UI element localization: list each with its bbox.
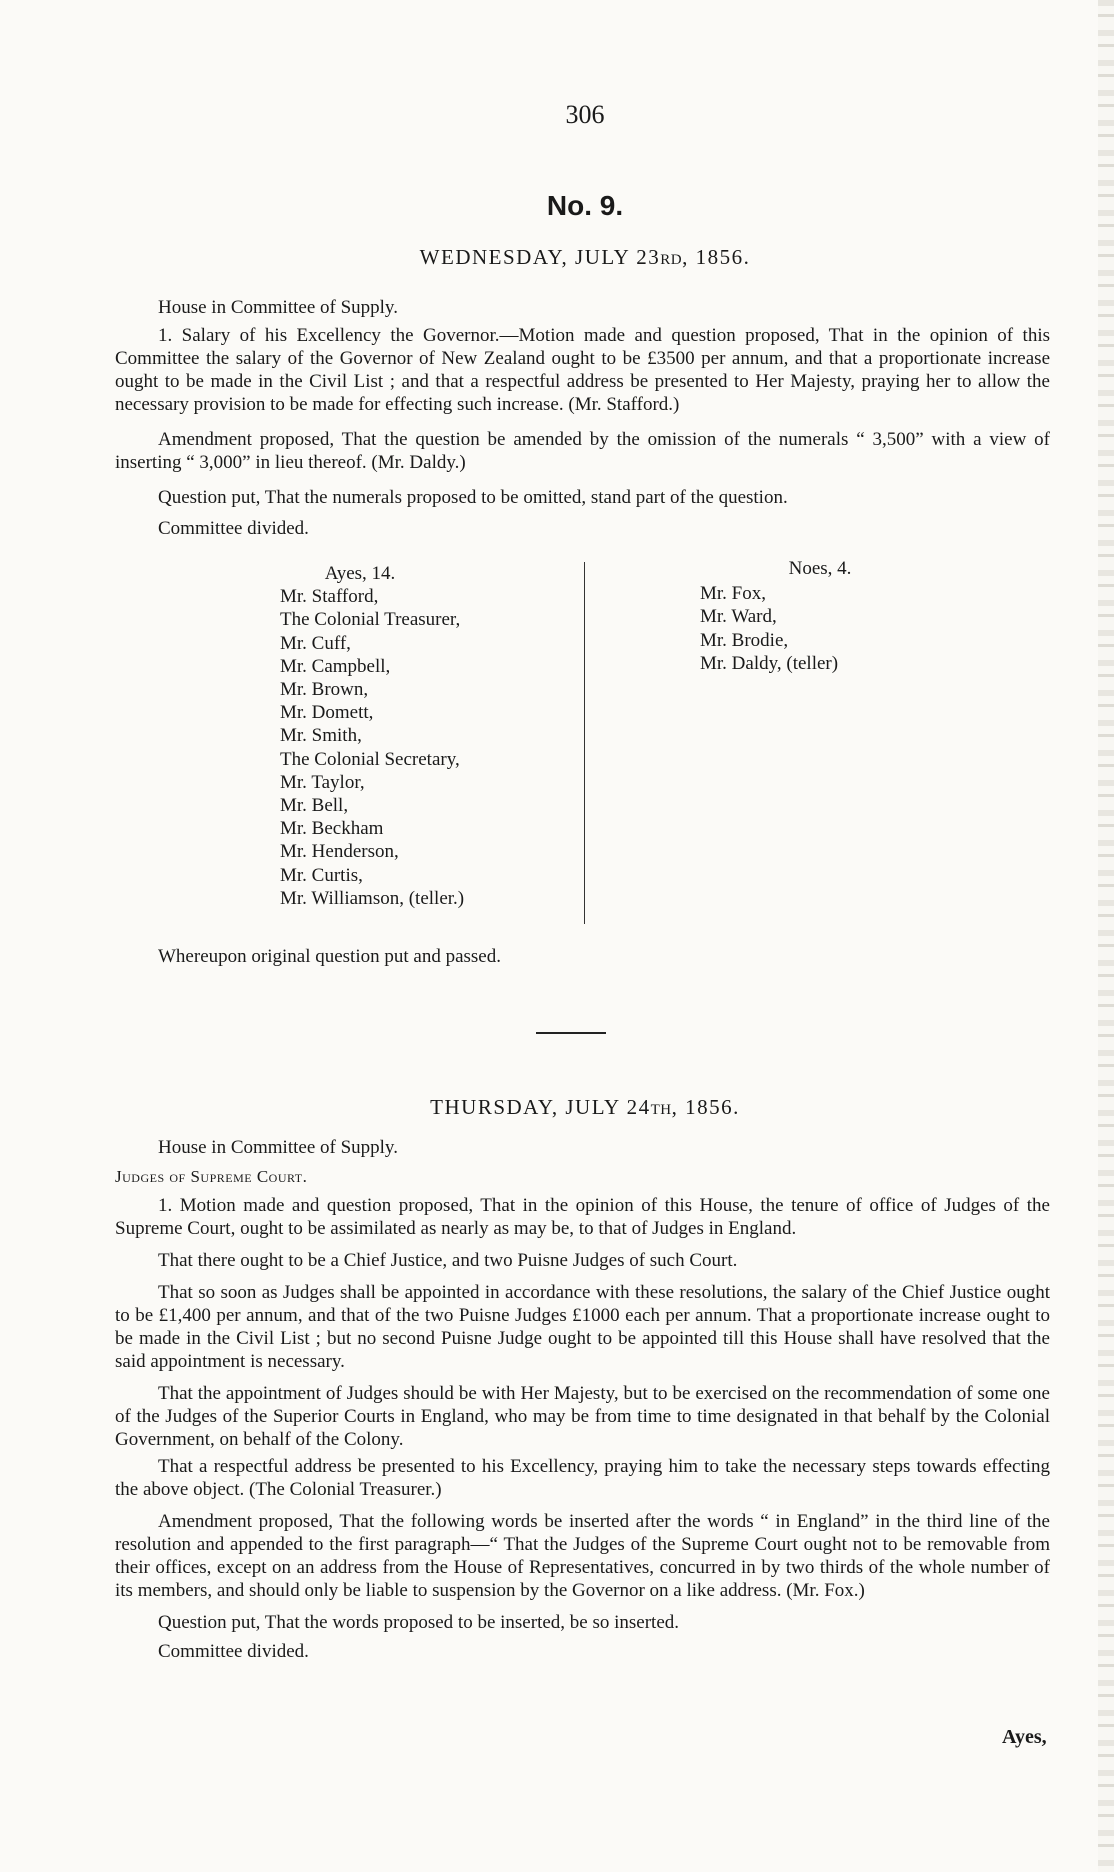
noe-member: Mr. Ward, xyxy=(700,606,777,628)
section-wednesday-body xyxy=(115,296,1050,540)
date-heading-wednesday xyxy=(0,245,1114,270)
motion-paragraph: 1. Motion made and question proposed, That in the opinion of this House, the tenure of office of Judges of the Supreme Court, ought to be assimilated as nearly as may be, to that of Judges in England. xyxy=(115,1195,1050,1239)
amendment-paragraph: Amendment proposed, That the question be amended by the omission of the numerals “ 3,500” with a view of inserting “ 3,000” in lieu thereof. (Mr. Daldy.) xyxy=(115,429,1050,473)
noe-member: Mr. Fox, xyxy=(700,583,766,605)
result-block xyxy=(115,945,1050,968)
aye-member: Mr. Stafford, xyxy=(280,586,379,608)
aye-member: Mr. Henderson, xyxy=(280,841,399,863)
divided-line: Committee divided. xyxy=(158,1641,309,1662)
page-edge-binding xyxy=(1098,0,1114,1872)
ayes-list xyxy=(280,585,580,910)
date-suffix: TH xyxy=(650,1102,672,1118)
aye-member: Mr. Bell, xyxy=(280,795,349,817)
ayes-column xyxy=(280,562,580,910)
aye-member: The Colonial Treasurer, xyxy=(280,609,461,631)
date-year: , 1856. xyxy=(671,1095,740,1119)
division-separator xyxy=(584,562,585,924)
date-heading-thursday xyxy=(0,1095,1114,1120)
catchword: Ayes, xyxy=(1002,1726,1047,1748)
ayes-heading: Ayes, 14. xyxy=(324,563,396,584)
aye-member: Mr. Cuff, xyxy=(280,632,351,654)
date-main: WEDNESDAY, JULY 23 xyxy=(419,245,661,269)
date-year: , 1856. xyxy=(682,245,751,269)
question-line: Question put, That the numerals proposed to be omitted, stand part of the question. xyxy=(158,487,788,508)
aye-member: Mr. Smith, xyxy=(280,725,362,747)
noes-column xyxy=(700,557,960,675)
aye-member: Mr. Domett, xyxy=(280,702,374,724)
subject-heading: Judges of Supreme Court. xyxy=(115,1167,308,1186)
appointment-paragraph: That the appointment of Judges should be with Her Majesty, but to be exercised on the recommendation of some one of the Judges of the Superior Courts in England, who may be from time to time designated in that behalf by the Colonial Government, on behalf of the Colony. xyxy=(115,1383,1050,1450)
amendment-paragraph: Amendment proposed, That the following words be inserted after the words “ in England” in the third line of the resolution and appended to the first paragraph—“ That the Judges of the Supreme Court ought not to be removable from their offices, except on an address from the House of Representatives, concurred in by two thirds of the whole number of its members, and should only be liable to suspension by the Governor on a like address. (Mr. Fox.) xyxy=(115,1511,1050,1601)
noes-heading: Noes, 4. xyxy=(788,558,852,579)
address-paragraph: That a respectful address be presented to his Excellency, praying him to take the necessary steps towards effecting the above object. (The Colonial Treasurer.) xyxy=(115,1456,1050,1500)
house-line: House in Committee of Supply. xyxy=(158,1137,398,1158)
noes-list xyxy=(700,582,960,675)
date-suffix: RD xyxy=(660,252,683,268)
aye-member: Mr. Beckham xyxy=(280,818,384,840)
aye-member: Mr. Taylor, xyxy=(280,771,365,793)
page-number: 306 xyxy=(565,100,605,129)
aye-member: Mr. Brown, xyxy=(280,679,369,701)
house-line: House in Committee of Supply. xyxy=(158,297,398,318)
motion-paragraph: 1. Salary of his Excellency the Governor.—Motion made and question proposed, That in the opinion of this Committee the salary of the Governor of New Zealand ought to be £3500 per annum, and that a proportionate increase ought to be made in the Civil List ; and that a respectful address be presented to Her Majesty, praying her to allow the necessary provision to be made for effecting such increase. (Mr. Stafford.) xyxy=(115,325,1050,415)
date-main: THURSDAY, JULY 24 xyxy=(430,1095,651,1119)
salary-paragraph: That so soon as Judges shall be appointed in accordance with these resolutions, the salary of the Chief Justice ought to be £1,400 per annum, and that of the two Puisne Judges £1000 each per annum. That a proportionate increase ought to be made in the Civil List ; but no second Puisne Judge ought to be appointed till this House shall have resolved that the said appointment is necessary. xyxy=(115,1282,1050,1372)
result-line: Whereupon original question put and passed. xyxy=(158,946,501,967)
number-heading: No. 9. xyxy=(546,190,624,221)
aye-member: The Colonial Secretary, xyxy=(280,748,460,770)
section-thursday-body xyxy=(115,1136,1050,1663)
aye-member: Mr. Campbell, xyxy=(280,655,391,677)
aye-member: Mr. Williamson, (teller.) xyxy=(280,887,465,909)
divided-line: Committee divided. xyxy=(158,518,309,539)
question-line: Question put, That the words proposed to be inserted, be so inserted. xyxy=(158,1612,679,1633)
chief-justice-paragraph: That there ought to be a Chief Justice, and two Puisne Judges of such Court. xyxy=(158,1250,738,1271)
noe-member: Mr. Brodie, xyxy=(700,629,789,651)
section-divider xyxy=(536,1032,606,1034)
noe-member: Mr. Daldy, (teller) xyxy=(700,652,839,674)
aye-member: Mr. Curtis, xyxy=(280,864,363,886)
